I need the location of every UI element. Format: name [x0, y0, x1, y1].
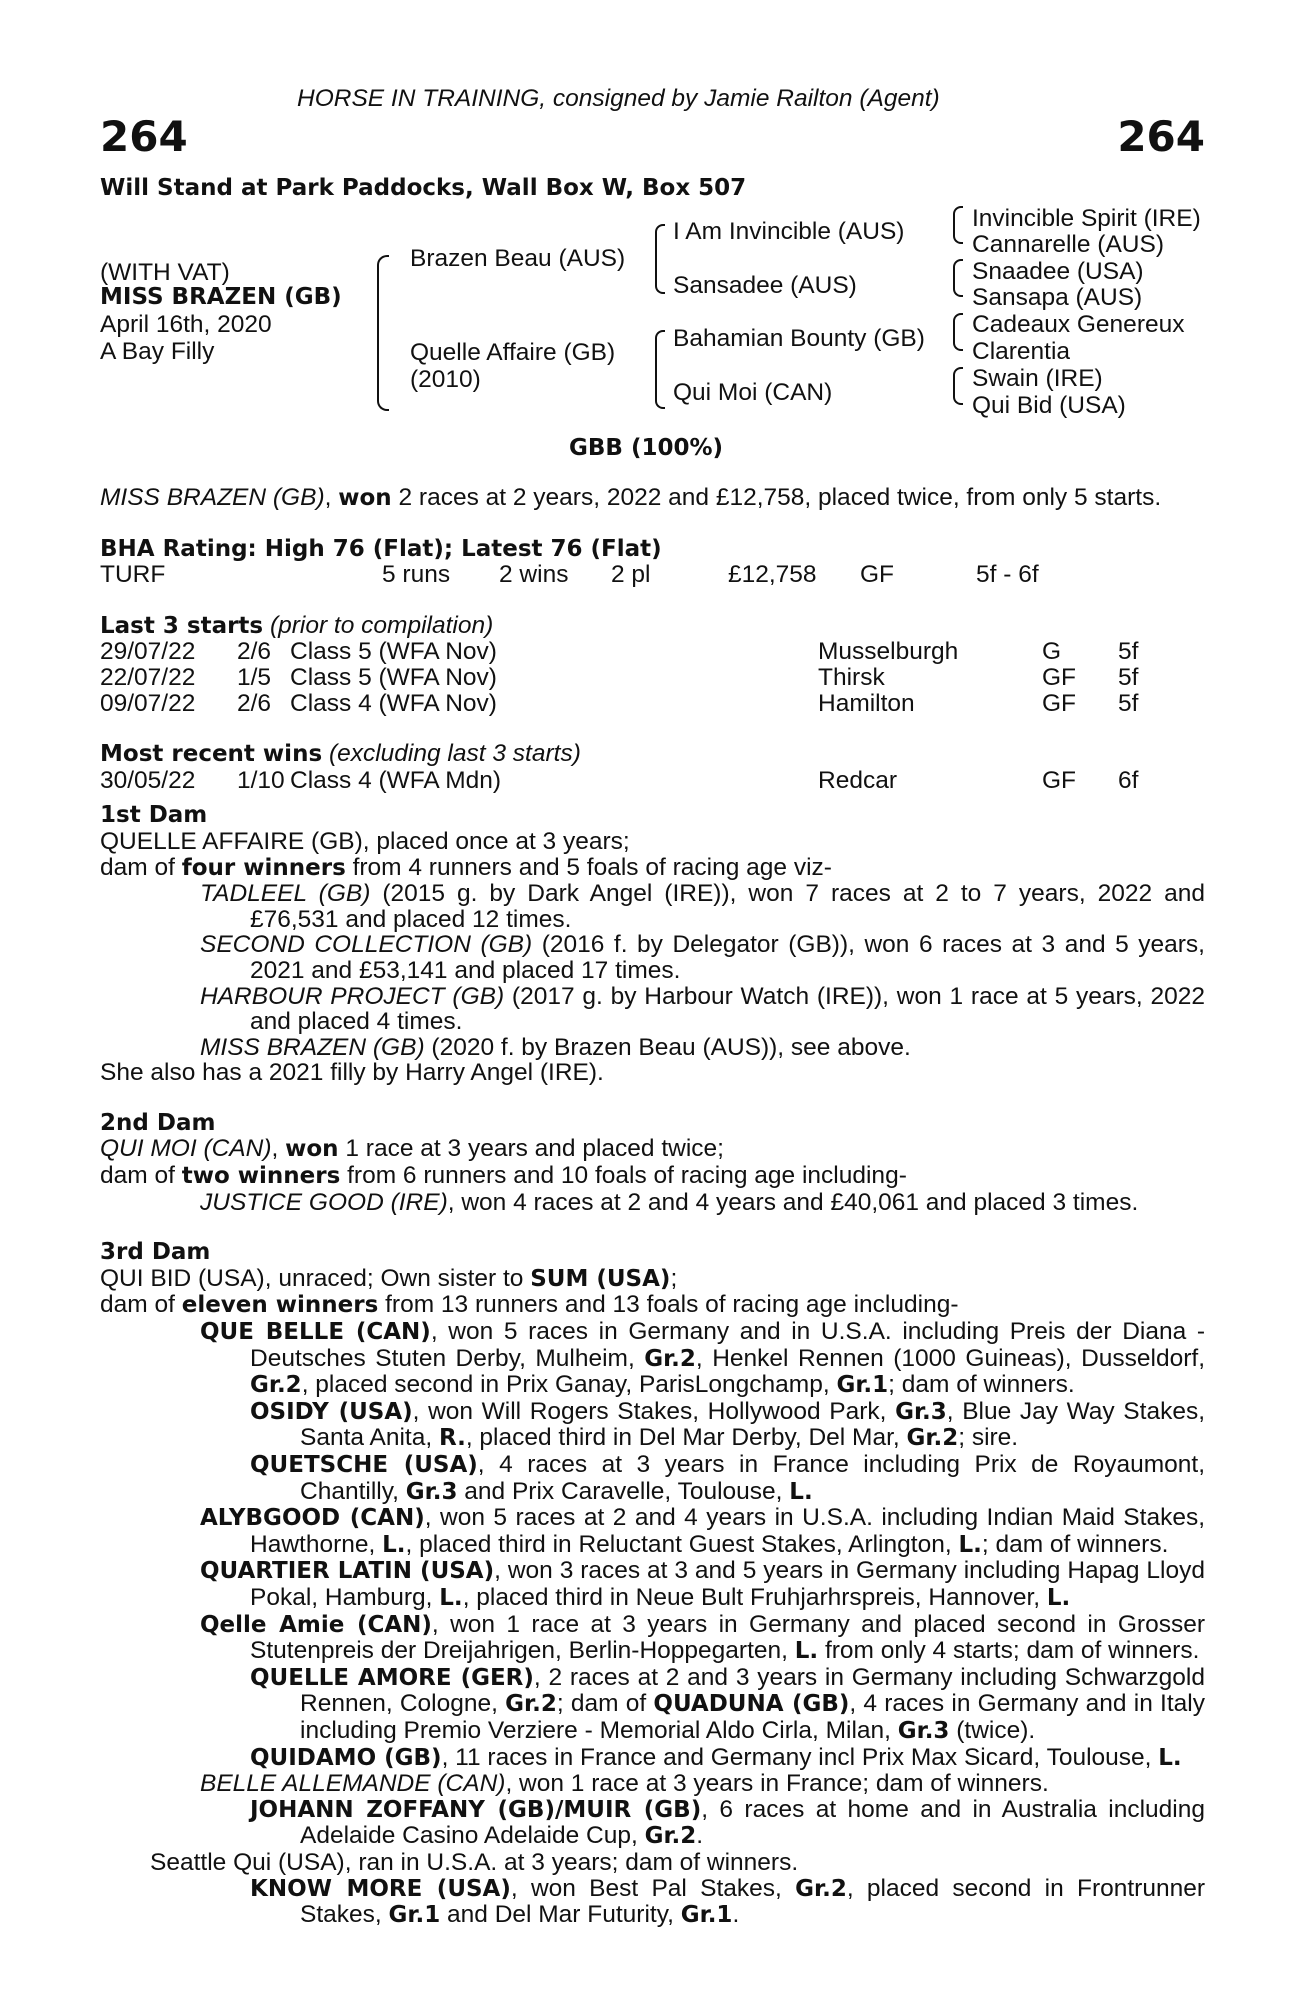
sire-brace [655, 224, 665, 294]
dam-dam-sire: Swain (IRE) [972, 365, 1103, 392]
produce-entry: Seattle Qui (USA), ran in U.S.A. at 3 years; dam of winners. [150, 1848, 799, 1876]
last-3-starts-table [100, 639, 1205, 716]
last-3-starts-heading: Last 3 starts (prior to compilation) [100, 611, 494, 639]
sire-dam-sire: Snaadee (USA) [972, 258, 1144, 285]
ds-brace [953, 313, 963, 351]
second-dam-heading: 2nd Dam [100, 1109, 216, 1136]
first-dam-note: She also has a 2021 filly by Harry Angel (IRE). [100, 1059, 604, 1087]
produce-entry: TADLEEL (GB) (2015 g. by Dark Angel (IRE)), won 7 races at 2 to 7 years, 2022 and £76,531 and placed 12 times. [200, 880, 1205, 933]
dam-dam-dam: Qui Bid (USA) [972, 392, 1126, 419]
main-content [100, 485, 1205, 1929]
sd-brace [953, 259, 963, 297]
recent-wins-heading: Most recent wins (excluding last 3 starts) [100, 740, 581, 768]
third-dam-heading: 3rd Dam [100, 1239, 211, 1266]
dam-sire-dam: Clarentia [972, 338, 1071, 365]
produce-entry: HARBOUR PROJECT (GB) (2017 g. by Harbour Watch (IRE)), won 1 race at 5 years, 2022 and placed 4 times. [200, 982, 1205, 1036]
sire-sire-sire: Invincible Spirit (IRE) [972, 205, 1201, 232]
first-dam-line: QUELLE AFFAIRE (GB), placed once at 3 years; [100, 827, 630, 855]
produce-entry: QUELLE AMORE (GER), 2 races at 2 and 3 years in Germany including Schwarzgold Rennen, Cologne, Gr.2; dam of QUADUNA (GB), 4 races in Germany and in Italy including Premio Verziere - Memorial Aldo Cirla, Milan, Gr.3 (twice). [250, 1663, 1206, 1744]
table-row: 09/07/22 2/6 Class 4 (WFA Nov) Hamilton GF 5f [100, 689, 1139, 717]
produce-entry: QUIDAMO (GB), 11 races in France and Germany incl Prix Max Sicard, Toulouse, L. [250, 1743, 1182, 1771]
sire: Brazen Beau (AUS) [410, 245, 626, 272]
lot-number-left: 264 [100, 112, 188, 161]
third-dam-line: QUI BID (USA), unraced; Own sister to SUM (USA); [100, 1264, 678, 1292]
sire-sire: I Am Invincible (AUS) [673, 218, 905, 245]
catalogue-page [100, 0, 1205, 2000]
produce-entry: SECOND COLLECTION (GB) (2016 f. by Delegator (GB)), won 6 races at 3 and 5 years, 2021 and £53,141 and placed 17 times. [200, 931, 1205, 984]
first-dam-produce-summary: dam of four winners from 4 runners and 5 foals of racing age viz- [100, 853, 832, 881]
dam-sire-sire: Cadeaux Genereux [972, 311, 1185, 338]
consignment-line: HORSE IN TRAINING, consigned by Jamie Railton (Agent) [297, 85, 940, 112]
produce-entry: KNOW MORE (USA), won Best Pal Stakes, Gr.2, placed second in Frontrunner Stakes, Gr.1 and Del Mar Futurity, Gr.1. [250, 1874, 1205, 1929]
pedigree-brace-main [377, 255, 389, 411]
stand-location: Will Stand at Park Paddocks, Wall Box W, Box 507 [100, 175, 747, 201]
race-summary: MISS BRAZEN (GB), won 2 races at 2 years, 2022 and £12,758, placed twice, from only 5 starts. [100, 484, 1162, 511]
table-row: 30/05/22 1/10 Class 4 (WFA Mdn) Redcar GF 6f [100, 766, 1139, 794]
rating-record-row: TURF 5 runs 2 wins 2 pl £12,758 GF 5f - 6f [100, 561, 1039, 589]
foaling-date: April 16th, 2020 [100, 311, 272, 338]
sire-dam: Sansadee (AUS) [673, 272, 857, 299]
dam-brace [655, 330, 665, 409]
sire-dam-dam: Sansapa (AUS) [972, 284, 1143, 311]
dam: Quelle Affaire (GB) [410, 339, 616, 366]
dam-dam: Qui Moi (CAN) [673, 379, 833, 406]
ss-brace [953, 206, 963, 244]
third-dam-produce-summary: dam of eleven winners from 13 runners and 13 foals of racing age including- [100, 1291, 959, 1319]
bha-rating-heading: BHA Rating: High 76 (Flat); Latest 76 (Flat) [100, 535, 662, 562]
produce-entry: BELLE ALLEMANDE (CAN), won 1 race at 3 years in France; dam of winners. [200, 1770, 1049, 1798]
lot-number-right: 264 [1117, 112, 1205, 161]
produce-entry: JOHANN ZOFFANY (GB)/MUIR (GB), 6 races at home and in Australia including Adelaide Casino Adelaide Cup, Gr.2. [250, 1795, 1205, 1850]
horse-name: MISS BRAZEN (GB) [100, 284, 342, 310]
produce-entry: ALYBGOOD (CAN), won 5 races at 2 and 4 years in U.S.A. including Indian Maid Stakes, Hawthorne, L., placed third in Reluctant Guest Stakes, Arlington, L.; dam of winners. [200, 1504, 1205, 1558]
produce-entry: QUE BELLE (CAN), won 5 races in Germany and in U.S.A. including Preis der Diana - Deutsches Stuten Derby, Mulheim, Gr.2, Henkel Rennen (1000 Guineas), Dusseldorf, Gr.2, placed second in Prix Ganay, ParisLongchamp, Gr.1; dam of winners. [200, 1318, 1206, 1399]
dam-sire: Bahamian Bounty (GB) [673, 325, 925, 352]
sire-sire-dam: Cannarelle (AUS) [972, 231, 1164, 258]
vat-note: (WITH VAT) [100, 259, 230, 286]
first-dam-heading: 1st Dam [100, 802, 208, 829]
table-row: 22/07/22 1/5 Class 5 (WFA Nov) Thirsk GF 5f [100, 663, 1139, 691]
dd-brace [953, 367, 963, 405]
second-dam-line: QUI MOI (CAN), won 1 race at 3 years and placed twice; [100, 1135, 724, 1163]
produce-entry: OSIDY (USA), won Will Rogers Stakes, Hollywood Park, Gr.3, Blue Jay Way Stakes, Santa Anita, R., placed third in Del Mar Derby, Del Mar, Gr.2; sire. [250, 1397, 1206, 1452]
dam-year: (2010) [410, 366, 481, 393]
produce-entry: Qelle Amie (CAN), won 1 race at 3 years in Germany and placed second in Grosser Stutenpreis der Dreijahrigen, Berlin-Hoppegarten, L. from only 4 starts; dam of winners. [200, 1610, 1205, 1665]
horse-description: A Bay Filly [100, 338, 215, 365]
produce-entry: QUETSCHE (USA), 4 races at 3 years in France including Prix de Royaumont, Chantilly, Gr.3 and Prix Caravelle, Toulouse, L. [250, 1451, 1205, 1505]
gbb-rating: GBB (100%) [569, 435, 724, 461]
table-row: 29/07/22 2/6 Class 5 (WFA Nov) Musselburgh G 5f [100, 638, 1139, 666]
produce-entry: JUSTICE GOOD (IRE), won 4 races at 2 and 4 years and £40,061 and placed 3 times. [200, 1188, 1139, 1216]
produce-entry: MISS BRAZEN (GB) (2020 f. by Brazen Beau (AUS)), see above. [200, 1033, 911, 1061]
produce-entry: QUARTIER LATIN (USA), won 3 races at 3 and 5 years in Germany including Hapag Lloyd Pokal, Hamburg, L., placed third in Neue Bult Fruhjarhrspreis, Hannover, L. [200, 1557, 1205, 1611]
second-dam-produce-summary: dam of two winners from 6 runners and 10 foals of racing age including- [100, 1162, 907, 1190]
